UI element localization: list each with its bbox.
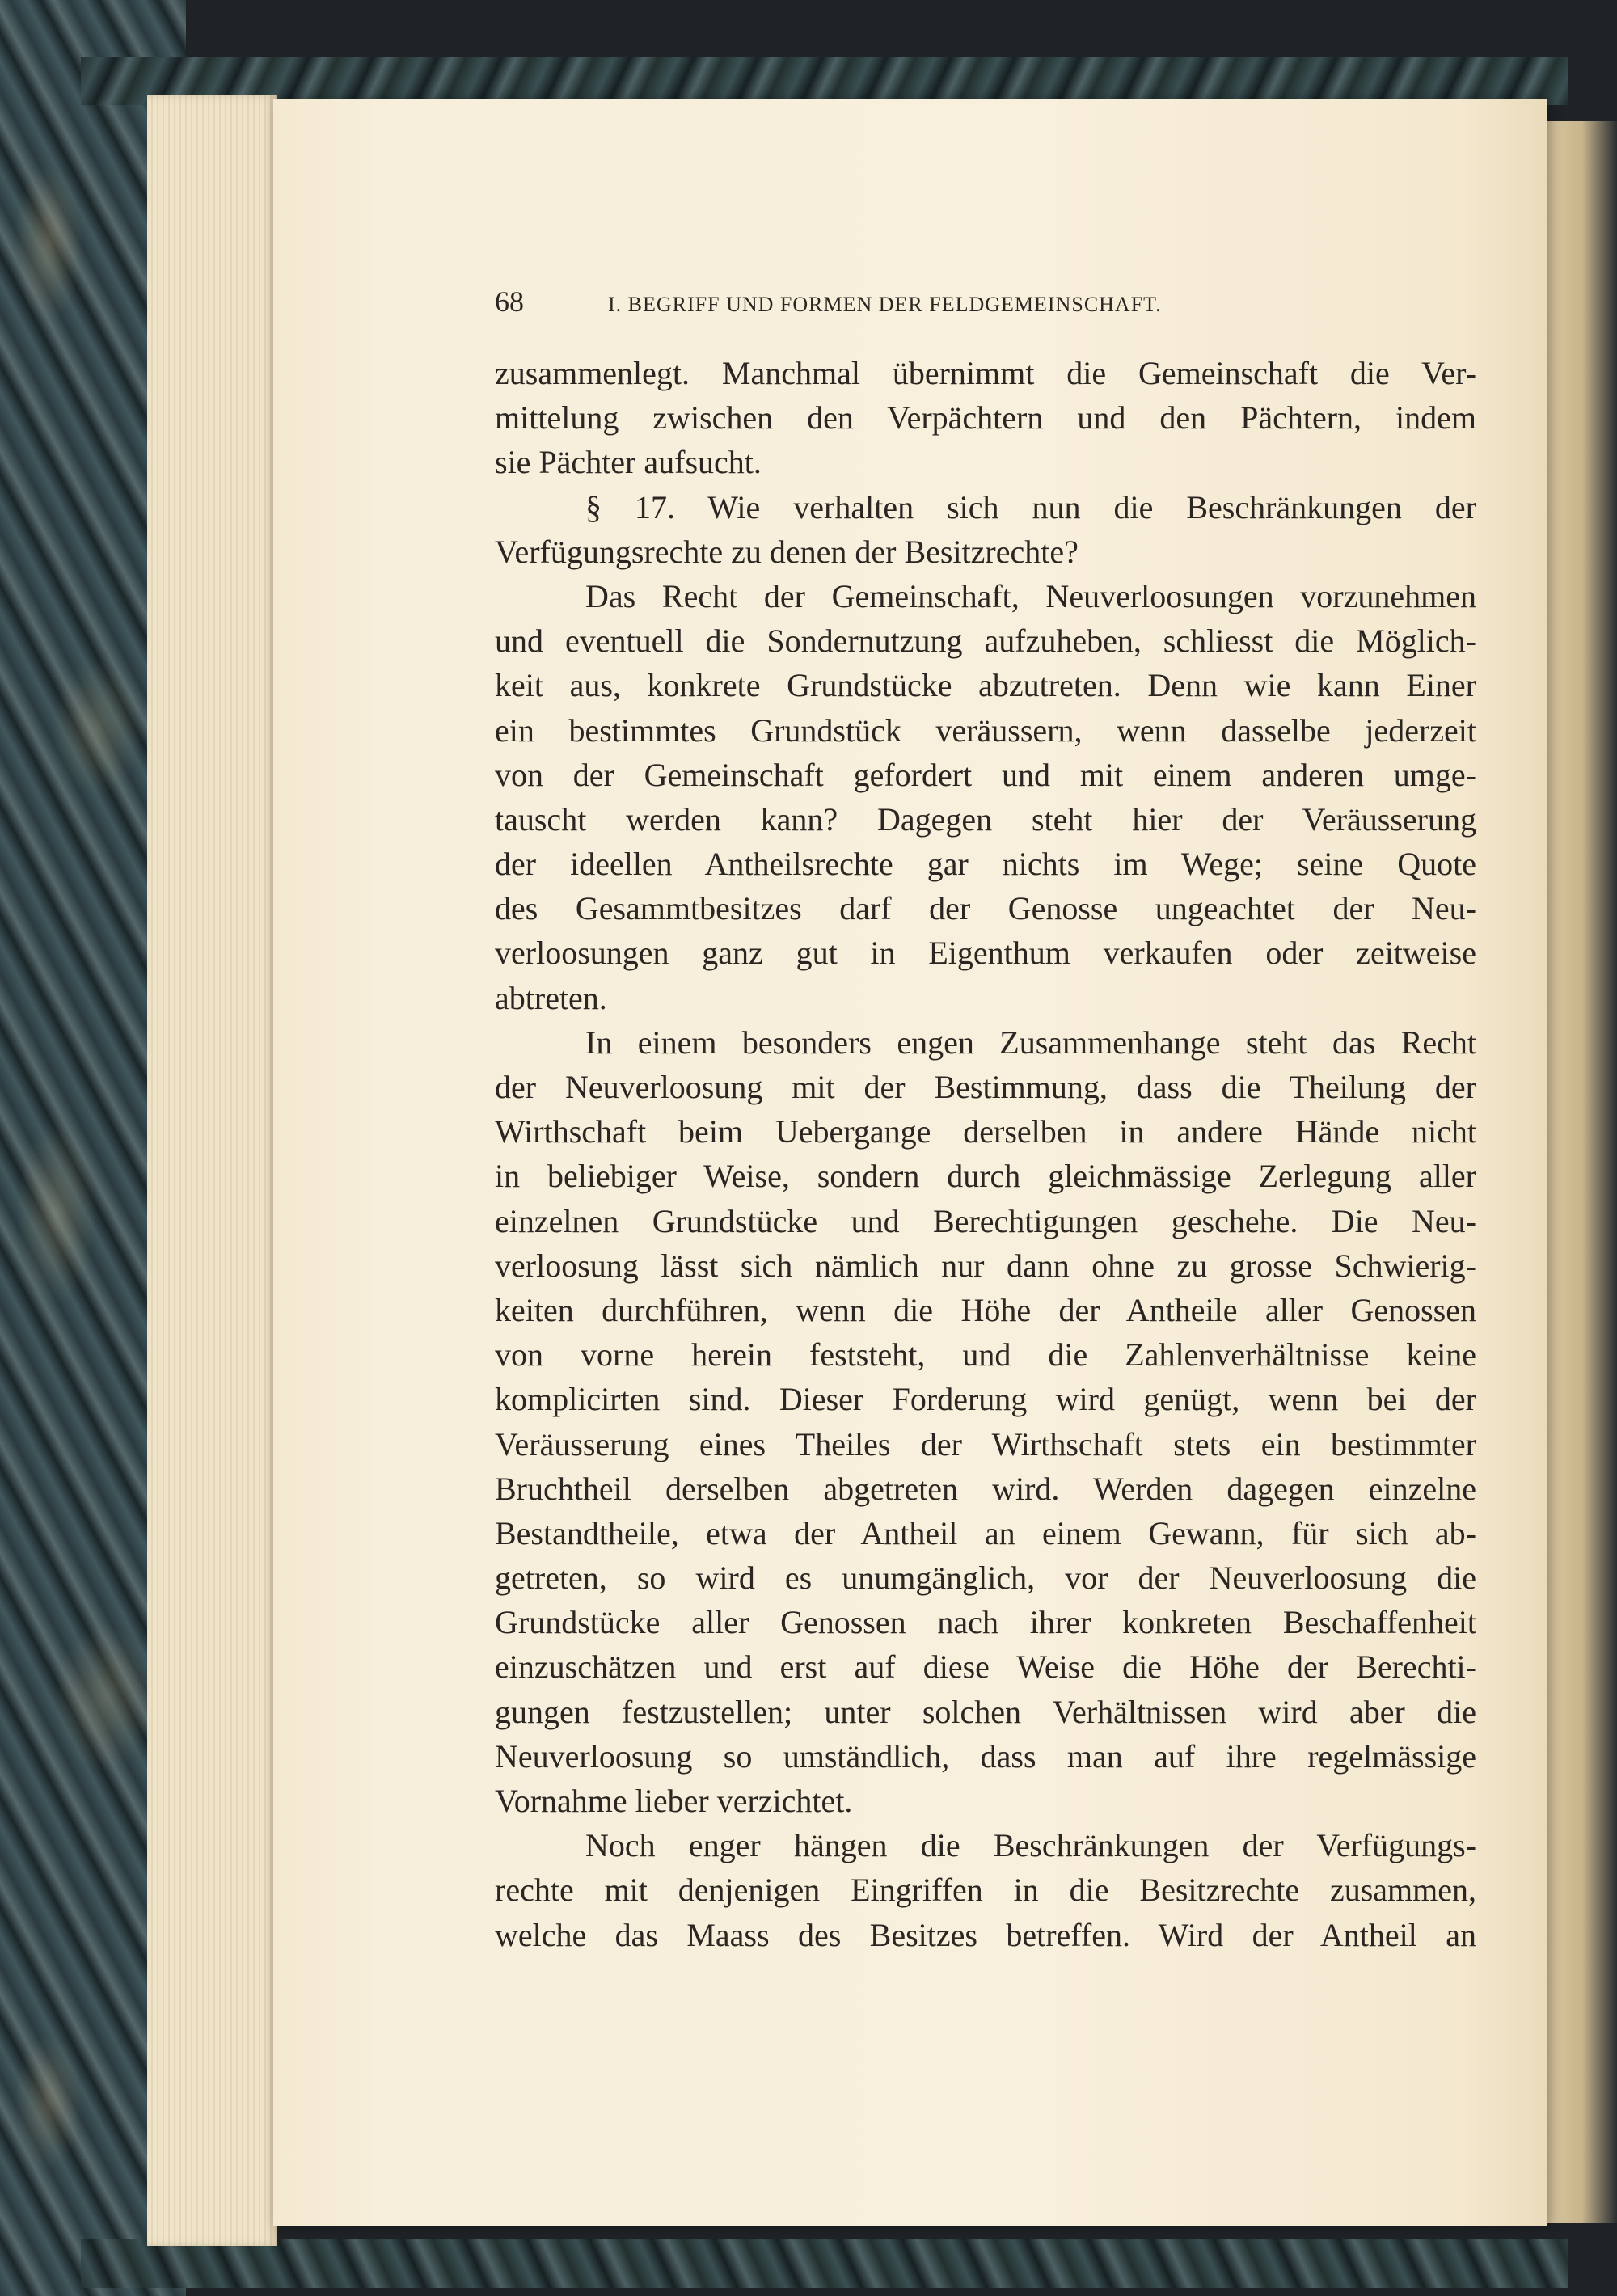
text-line: Grundstücke aller Genossen nach ihrer konkreten Beschaffenheit — [495, 1604, 1476, 1641]
section-heading-line: § 17. Wie verhalten sich nun die Beschränkungen der — [585, 488, 1476, 525]
text-line: verloosung lässt sich nämlich nur dann ohne zu grosse Schwierig- — [495, 1247, 1476, 1284]
page-number: 68 — [495, 285, 524, 318]
text-line: der ideellen Antheilsrechte gar nichts im Wege; seine Quote — [495, 846, 1476, 883]
text-line: keit aus, konkrete Grundstücke abzutreten. Denn wie kann Einer — [495, 667, 1476, 704]
text-line: Vornahme lieber verzichtet. — [495, 1783, 853, 1819]
text-line: Bestandtheile, etwa der Antheil an einem Gewann, für sich ab- — [495, 1514, 1476, 1551]
text-line: und eventuell die Sondernutzung aufzuheben, schliesst die Möglich- — [495, 623, 1476, 660]
text-line: des Gesammtbesitzes darf der Genosse ungeachtet der Neu- — [495, 890, 1476, 927]
text-line: einzuschätzen und erst auf diese Weise die Höhe der Berechti- — [495, 1648, 1476, 1686]
text-line: sie Pächter aufsucht. — [495, 444, 762, 481]
text-line: keiten durchführen, wenn die Höhe der Antheile aller Genossen — [495, 1291, 1476, 1328]
text-line: verloosungen ganz gut in Eigenthum verkaufen oder zeitweise — [495, 935, 1476, 972]
text-line: tauscht werden kann? Dagegen steht hier der Veräusserung — [495, 800, 1476, 838]
paragraph-start-line: Das Recht der Gemeinschaft, Neuverloosungen vorzunehmen — [585, 577, 1476, 614]
text-line: der Neuverloosung mit der Bestimmung, dass die Theilung der — [495, 1069, 1476, 1105]
text-line: von vorne herein feststeht, und die Zahlenverhältnisse keine — [495, 1336, 1476, 1374]
text-line: von der Gemeinschaft gefordert und mit einem anderen umge- — [495, 756, 1476, 793]
text-line: ein bestimmtes Grundstück veräussern, wenn dasselbe jederzeit — [495, 711, 1476, 749]
text-line: gungen festzustellen; unter solchen Verhältnissen wird aber die — [495, 1693, 1476, 1730]
text-line: getreten, so wird es unumgänglich, vor der Neuverloosung die — [495, 1560, 1476, 1597]
text-line: in beliebiger Weise, sondern durch gleichmässige Zerlegung aller — [495, 1158, 1476, 1195]
text-line: mittelung zwischen den Verpächtern und den Pächtern, indem — [495, 399, 1476, 437]
text-line: Wirthschaft beim Uebergange derselben in andere Hände nicht — [495, 1113, 1476, 1150]
text-line: welche das Maass des Besitzes betreffen. Wird der Antheil an — [495, 1916, 1476, 1953]
text-line: rechte mit denjenigen Eingriffen in die Besitzrechte zusammen, — [495, 1872, 1476, 1909]
text-line: Neuverloosung so umständlich, dass man auf ihre regelmässige — [495, 1737, 1476, 1775]
running-head — [495, 285, 1481, 322]
marbled-cover-top — [81, 57, 1568, 105]
text-line: Veräusserung eines Theiles der Wirthschaft stets ein bestimmter — [495, 1425, 1476, 1462]
text-line: abtreten. — [495, 979, 607, 1016]
facing-page-edge — [1547, 121, 1617, 2223]
running-head-title: I. BEGRIFF UND FORMEN DER FELDGEMEINSCHAFT. — [608, 293, 1162, 316]
text-line: komplicirten sind. Dieser Forderung wird genügt, wenn bei der — [495, 1381, 1476, 1418]
text-line: Verfügungsrechte zu denen der Besitzrechte? — [495, 533, 1079, 570]
paragraph-start-line: In einem besonders engen Zusammenhange steht das Recht — [585, 1023, 1476, 1061]
text-line: einzelnen Grundstücke und Berechtigungen geschehe. Die Neu- — [495, 1202, 1476, 1239]
text-line: Bruchtheil derselben abgetreten wird. Werden dagegen einzelne — [495, 1470, 1476, 1507]
paragraph-start-line: Noch enger hängen die Beschränkungen der Verfügungs- — [585, 1827, 1476, 1864]
body-text — [495, 351, 1476, 1984]
marbled-cover-bottom — [81, 2239, 1568, 2288]
page-edge-stack — [147, 95, 277, 2246]
text-line: zusammenlegt. Manchmal übernimmt die Gemeinschaft die Ver- — [495, 355, 1476, 391]
